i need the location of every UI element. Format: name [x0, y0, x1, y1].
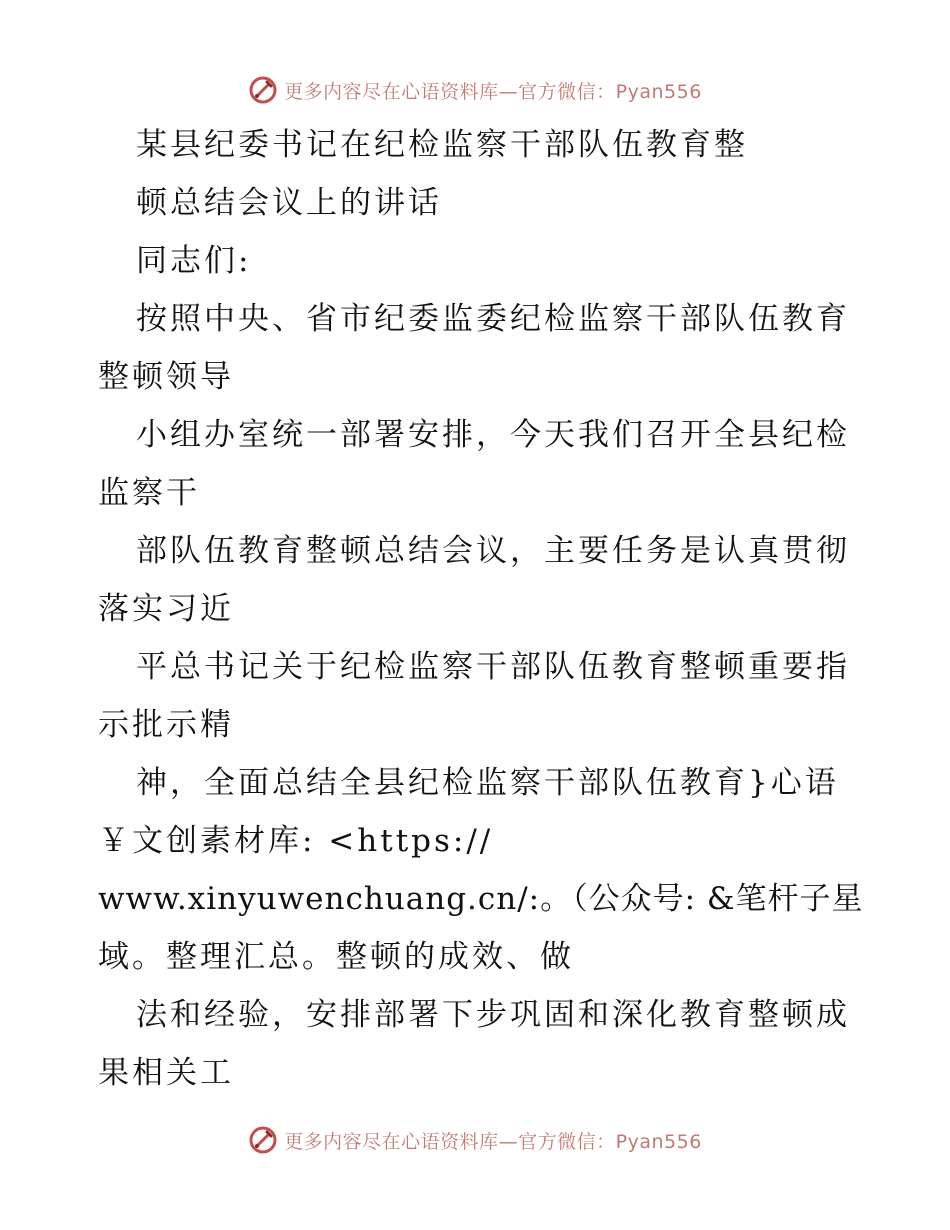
paragraph-line: 落实习近 [98, 591, 234, 627]
paragraph-line: 平总书记关于纪检监察干部队伍教育整顿重要指 [136, 649, 850, 685]
paragraph-line: 域。整理汇总。整顿的成效、做 [98, 939, 574, 975]
title-line-2: 顿总结会议上的讲话 [136, 185, 442, 221]
paragraph-line: 小组办室统一部署安排，今天我们召开全县纪检 [136, 417, 850, 453]
paragraph-line: ￥文创素材库: <https:// [98, 823, 494, 859]
header-watermark-banner [0, 70, 950, 110]
salutation: 同志们: [136, 243, 252, 279]
footer-watermark-banner [0, 1120, 950, 1160]
brand-logo-icon [248, 75, 278, 105]
paragraph-line: 果相关工 [98, 1055, 234, 1091]
document-body [98, 116, 868, 1102]
watermark-text: 更多内容尽在心语资料库—官方微信：Pyan556 [284, 80, 702, 103]
paragraph-line: 法和经验，安排部署下步巩固和深化教育整顿成 [136, 997, 850, 1033]
paragraph-line-url: www.xinyuwenchuang.cn/:。（公众号: &笔杆子星 [98, 881, 864, 917]
paragraph-line: 按照中央、省市纪委监委纪检监察干部队伍教育 [136, 301, 850, 337]
paragraph-line: 整顿领导 [98, 359, 234, 395]
paragraph-line: 示批示精 [98, 707, 234, 743]
paragraph-line: 监察干 [98, 475, 200, 511]
paragraph-line: 部队伍教育整顿总结会议，主要任务是认真贯彻 [136, 533, 850, 569]
watermark-text: 更多内容尽在心语资料库—官方微信：Pyan556 [284, 1130, 702, 1153]
title-line-1: 某县纪委书记在纪检监察干部队伍教育整 [136, 127, 748, 163]
brand-logo-icon [248, 1125, 278, 1155]
paragraph-line: 神，全面总结全县纪检监察干部队伍教育}心语 [136, 765, 839, 801]
